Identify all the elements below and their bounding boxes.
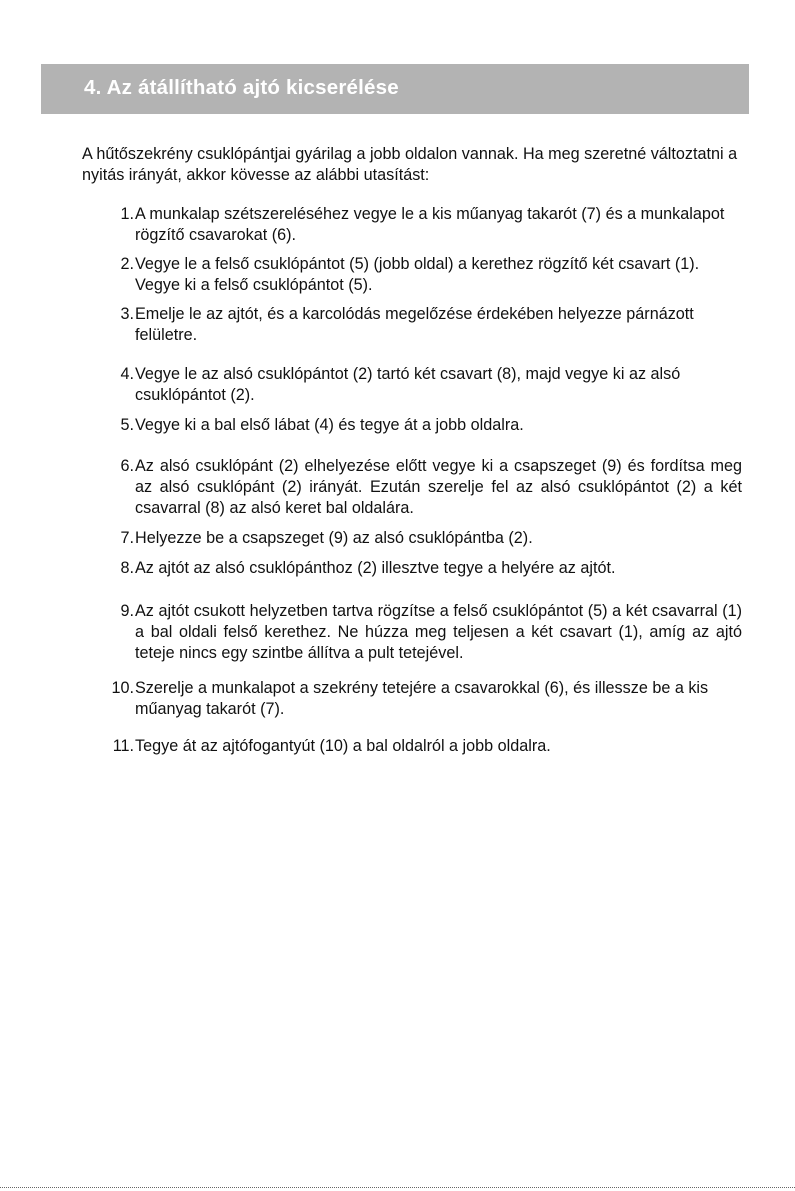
step-number: 5. [120,416,134,434]
step-text: Vegye le a felső csuklópántot (5) (jobb oldal) a kerethez rögzítő két csavart (1). Vegye ki a felső csuklópántot (5). [135,255,700,294]
step-item-4 [82,364,742,406]
step-item-1 [82,204,742,246]
step-number: 9. [120,602,134,620]
step-text: Vegye le az alsó csuklópántot (2) tartó két csavart (8), majd vegye ki az alsó csuklópántot (2). [135,365,681,404]
intro-paragraph: A hűtőszekrény csuklópántjai gyárilag a jobb oldalon vannak. Ha meg szeretné változtatni a nyitás irányát, akkor kövesse az alábbi utasítást: [82,145,738,184]
step-text: Helyezze be a csapszeget (9) az alsó csuklópántba (2). [135,529,533,547]
step-number: 3. [120,305,134,323]
step-number: 11. [112,737,134,755]
section-title: 4. Az átállítható ajtó kicserélése [84,76,399,99]
step-item-2 [82,254,742,296]
step-text: Az ajtót az alsó csuklópánthoz (2) illesztve tegye a helyére az ajtót. [135,559,616,577]
step-item-5 [82,415,742,436]
step-item-11 [82,736,742,757]
step-text: Szerelje a munkalapot a szekrény tetejére a csavarokkal (6), és illessze be a kis műanyag takarót (7). [135,679,709,718]
step-number: 2. [120,255,134,273]
step-item-9 [82,601,742,664]
step-text: Az alsó csuklópánt (2) elhelyezése előtt vegye ki a csapszeget (9) és fordítsa meg az alsó csuklópánt (2) irányát. Ezután szerelje fel az alsó csuklópántot (2) a két csavarral (8) az alsó keret bal oldalára. [135,457,742,517]
step-item-10 [82,678,742,720]
step-text: Vegye ki a bal első lábat (4) és tegye át a jobb oldalra. [135,416,524,434]
step-number: 4. [120,365,134,383]
step-text: Tegye át az ajtófogantyút (10) a bal oldalról a jobb oldalra. [135,737,551,755]
step-number: 7. [120,529,134,547]
step-text: Az ajtót csukott helyzetben tartva rögzítse a felső csuklópántot (5) a két csavarral (1) a bal oldali felső kerethez. Ne húzza meg teljesen a két csavart (1), amíg az ajtó teteje nincs egy szintbe állítva a pult tetejével. [135,602,742,662]
step-number: 10. [111,679,134,697]
step-text: A munkalap szétszereléséhez vegye le a kis műanyag takarót (7) és a munkalapot rögzítő csavarokat (6). [135,205,725,244]
step-text: Emelje le az ajtót, és a karcolódás megelőzése érdekében helyezze párnázott felületre. [135,305,694,344]
step-item-3 [82,304,742,346]
step-item-8 [82,558,742,579]
step-number: 6. [120,457,134,475]
section-header-bar [41,64,749,114]
step-item-6 [82,456,742,519]
step-number: 8. [120,559,134,577]
page-bottom-divider [0,1187,795,1188]
step-number: 1. [120,205,134,223]
step-item-7 [82,528,742,549]
